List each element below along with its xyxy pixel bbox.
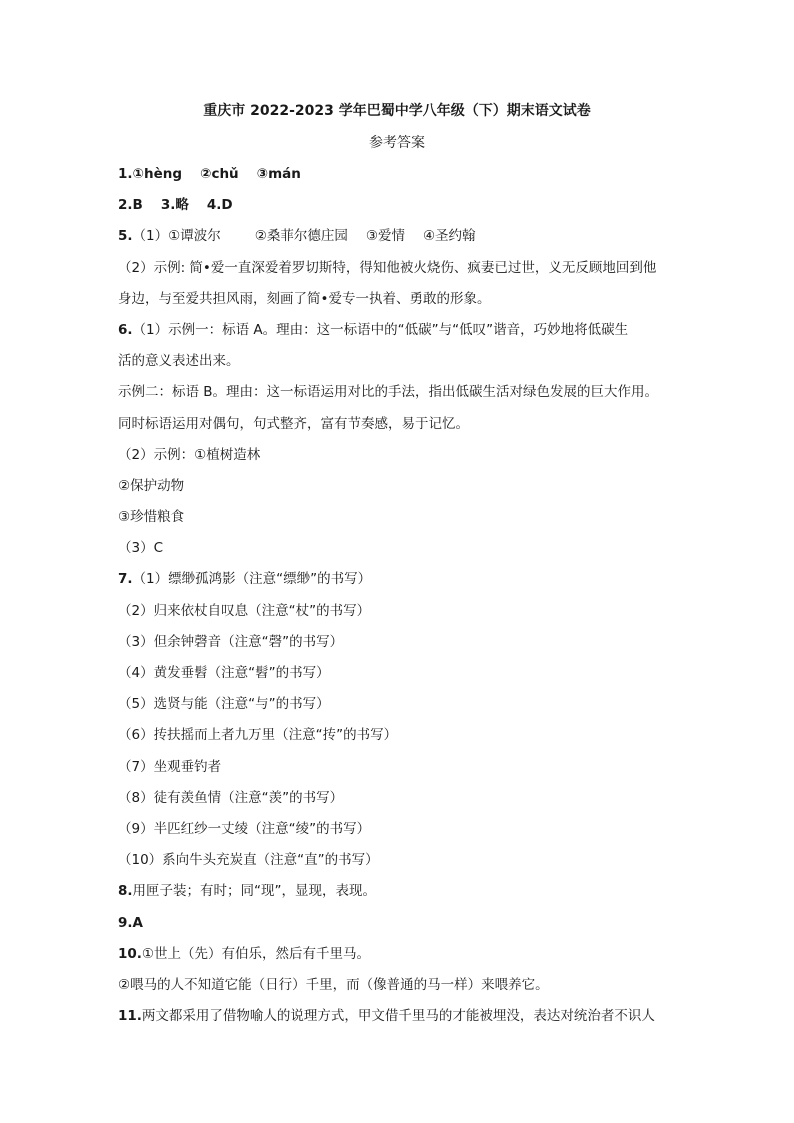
answer-2-4	[118, 194, 718, 225]
answer-7-2: （2）归来依杖自叹息（注意“杖”的书写）	[118, 602, 371, 619]
answer-text: （1）	[132, 228, 169, 245]
answer-7-7: （7）坐观垂钓者	[118, 758, 222, 775]
answer-text: 9.A	[118, 914, 143, 931]
answer-11	[118, 1005, 718, 1036]
answer-6-6: ②保护动物	[118, 477, 185, 494]
answer-6-5: （2）示例：①植树造林	[118, 446, 261, 463]
answer-6-2: 活的意义表述出来。	[118, 353, 240, 370]
answer-6-1	[118, 319, 718, 350]
answer-text: 两文都采用了借物喻人的说理方式，甲文借千里马的才能被埋没，表达对统治者不识人	[141, 1008, 655, 1025]
answer-text: 3.略	[160, 197, 189, 214]
answer-text: ③爱情	[365, 228, 405, 245]
answer-text: ②chǔ	[200, 166, 239, 182]
answer-text: ①谭波尔	[168, 228, 221, 245]
answer-10-2: ②喂马的人不知道它能（日行）千里，而（像普通的马一样）来喂养它。	[118, 976, 549, 993]
answer-text: （1）示例一：标语 A。理由：这一标语中的“低碳”与“低叹”谐音，巧妙地将低碳生	[132, 321, 629, 338]
answer-text: 4.D	[206, 197, 233, 214]
question-number: 1.	[118, 166, 133, 182]
answer-7-4: （4）黄发垂髫（注意“髫”的书写）	[118, 665, 330, 681]
answer-5-2: （2）示例: 简•爱一直深爱着罗切斯特，得知他被火烧伤、疯妻已过世，义无反顾地回到他	[118, 259, 657, 276]
answer-7-1	[118, 568, 718, 599]
page-title: 重庆市 2022-2023 学年巴蜀中学八年级（下）期末语文试卷	[203, 103, 591, 119]
answer-6-4: 同时标语运用对偶句，句式整齐，富有节奏感，易于记忆。	[118, 415, 469, 432]
page-subtitle: 参考答案	[369, 135, 425, 151]
answer-5-1	[118, 225, 718, 256]
answer-body	[118, 163, 718, 1036]
answer-text: 用匣子装；有时；同“现”，显现，表现。	[132, 883, 377, 900]
answer-10-1	[118, 943, 718, 974]
answer-5-3: 身边，与至爱共担风雨，刻画了简•爱专一执着、勇敢的形象。	[118, 290, 491, 307]
answer-text: ④圣约翰	[422, 228, 476, 245]
answer-7-6: （6）抟扶摇而上者九万里（注意“抟”的书写）	[118, 727, 398, 744]
answer-6-3: 示例二：标语 B。理由：这一标语运用对比的手法，指出低碳生活对绿色发展的巨大作用。	[118, 384, 659, 401]
answer-text: ①hèng	[132, 166, 183, 182]
question-number: 8.	[118, 883, 133, 900]
answer-6-8: （3）C	[118, 540, 164, 557]
question-number: 7.	[118, 571, 133, 588]
answer-6-7: ③珍惜粮食	[118, 509, 185, 526]
answer-9	[118, 912, 718, 943]
question-number: 5.	[118, 228, 133, 245]
answer-text: ③mán	[256, 166, 301, 182]
answer-7-5: （5）选贤与能（注意“与”的书写）	[118, 696, 330, 713]
answer-1	[118, 163, 718, 194]
answer-text: 2.B	[118, 197, 143, 214]
answer-7-8: （8）徒有羡鱼情（注意“羡”的书写）	[118, 789, 344, 806]
answer-text: ②桑菲尔德庄园	[254, 228, 348, 245]
question-number: 6.	[118, 321, 133, 338]
answer-8	[118, 880, 718, 911]
question-number: 10.	[118, 945, 142, 962]
answer-text: ①世上（先）有伯乐，然后有千里马。	[141, 945, 371, 962]
answer-text: （1）缥缈孤鸿影（注意“缥缈”的书写）	[132, 571, 372, 588]
answer-7-3: （3）但余钟磬音（注意“磬”的书写）	[118, 633, 344, 650]
answer-7-10: （10）系向牛头充炭直（注意“直”的书写）	[118, 852, 379, 869]
answer-7-9: （9）半匹红纱一丈绫（注意“绫”的书写）	[118, 820, 371, 837]
question-number: 11.	[118, 1008, 142, 1025]
